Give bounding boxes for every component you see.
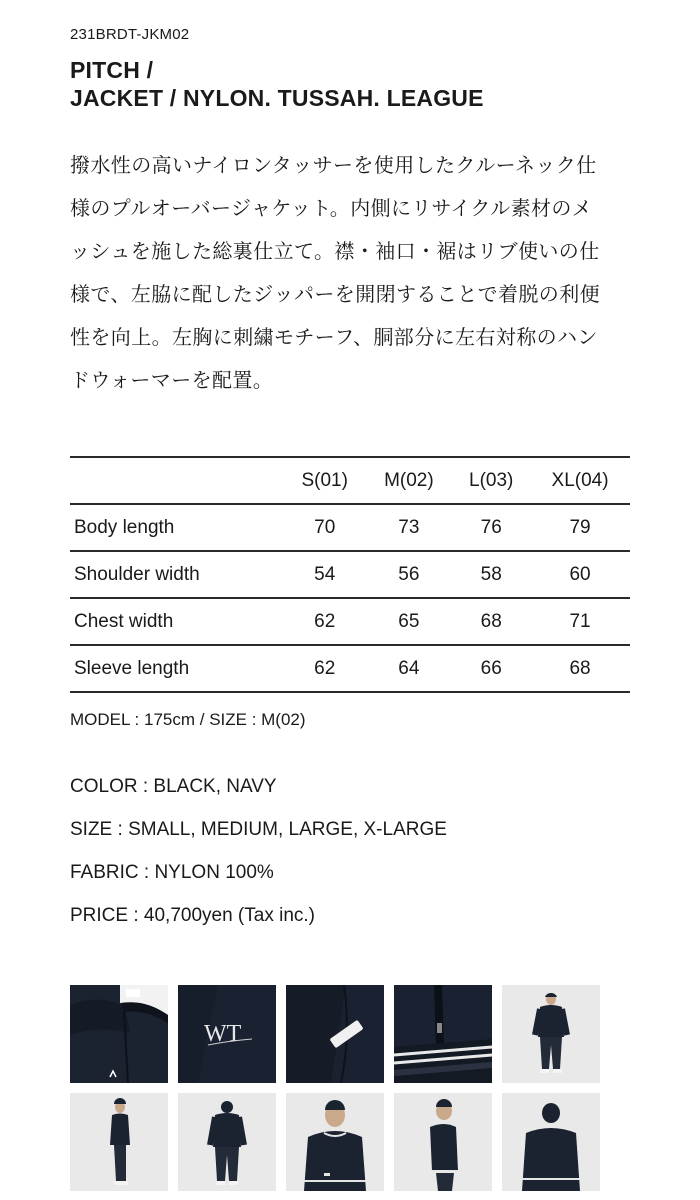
wt-logo-embroidery: WT [204,1021,242,1047]
gallery-thumb-zipper-rib-detail[interactable] [394,985,492,1083]
gallery-thumb-model-front[interactable] [502,985,600,1083]
measurement-value: 60 [530,551,630,598]
measurement-value: 76 [452,504,530,551]
spec-price: PRICE : 40,700yen (Tax inc.) [70,905,315,926]
measurement-value: 66 [452,645,530,692]
table-row [70,551,630,598]
gallery-thumb-collar-detail[interactable] [70,985,168,1083]
measurement-value: 68 [530,645,630,692]
size-header-m: M(02) [365,457,452,504]
measurement-value: 54 [284,551,365,598]
gallery-thumb-model-back[interactable] [178,1093,276,1191]
size-table-header-row [70,457,630,504]
gallery-thumb-back-close[interactable] [502,1093,600,1191]
gallery-thumb-model-side-right[interactable] [394,1093,492,1191]
product-description [70,144,640,402]
product-title [70,56,484,112]
measurement-value: 64 [365,645,452,692]
description-line: 様で、左脇に配したジッパーを開閉することで着脱の利便 [70,282,600,306]
spec-size: SIZE : SMALL, MEDIUM, LARGE, X-LARGE [70,819,447,840]
gallery-thumb-model-front-close[interactable] [286,1093,384,1191]
measurement-label: Body length [70,504,284,551]
product-code: 231BRDT-JKM02 [70,26,190,43]
measurement-value: 79 [530,504,630,551]
size-table [70,456,630,693]
description-line: 様のプルオーバージャケット。内側にリサイクル素材のメ [70,196,593,220]
measurement-value: 56 [365,551,452,598]
table-row [70,645,630,692]
measurement-value: 73 [365,504,452,551]
size-header-l: L(03) [452,457,530,504]
measurement-value: 65 [365,598,452,645]
measurement-label: Chest width [70,598,284,645]
table-row [70,598,630,645]
description-line: 性を向上。左胸に刺繍モチーフ、胴部分に左右対称のハン [70,325,598,349]
measurement-value: 70 [284,504,365,551]
table-row [70,504,630,551]
measurement-label: Shoulder width [70,551,284,598]
size-table-header-blank [70,457,284,504]
measurement-label: Sleeve length [70,645,284,692]
measurement-value: 62 [284,598,365,645]
description-line: 撥水性の高いナイロンタッサーを使用したクルーネック仕 [70,153,597,177]
gallery-thumb-label-detail[interactable] [286,985,384,1083]
description-line: ッシュを施した総裏仕立て。襟・袖口・裾はリブ使いの仕 [70,239,600,263]
gallery-thumb-embroidery-detail[interactable] [178,985,276,1083]
measurement-value: 68 [452,598,530,645]
description-line: ドウォーマーを配置。 [70,368,274,392]
product-title-line-2: JACKET / NYLON. TUSSAH. LEAGUE [70,85,484,111]
gallery-thumb-model-side-left[interactable] [70,1093,168,1191]
spec-list [70,773,447,945]
spec-color: COLOR : BLACK, NAVY [70,776,277,797]
measurement-value: 58 [452,551,530,598]
measurement-value: 62 [284,645,365,692]
size-header-xl: XL(04) [530,457,630,504]
product-title-line-1: PITCH / [70,57,154,83]
measurement-value: 71 [530,598,630,645]
spec-fabric: FABRIC : NYLON 100% [70,862,274,883]
size-header-s: S(01) [284,457,365,504]
model-info: MODEL : 175cm / SIZE : M(02) [70,710,306,729]
